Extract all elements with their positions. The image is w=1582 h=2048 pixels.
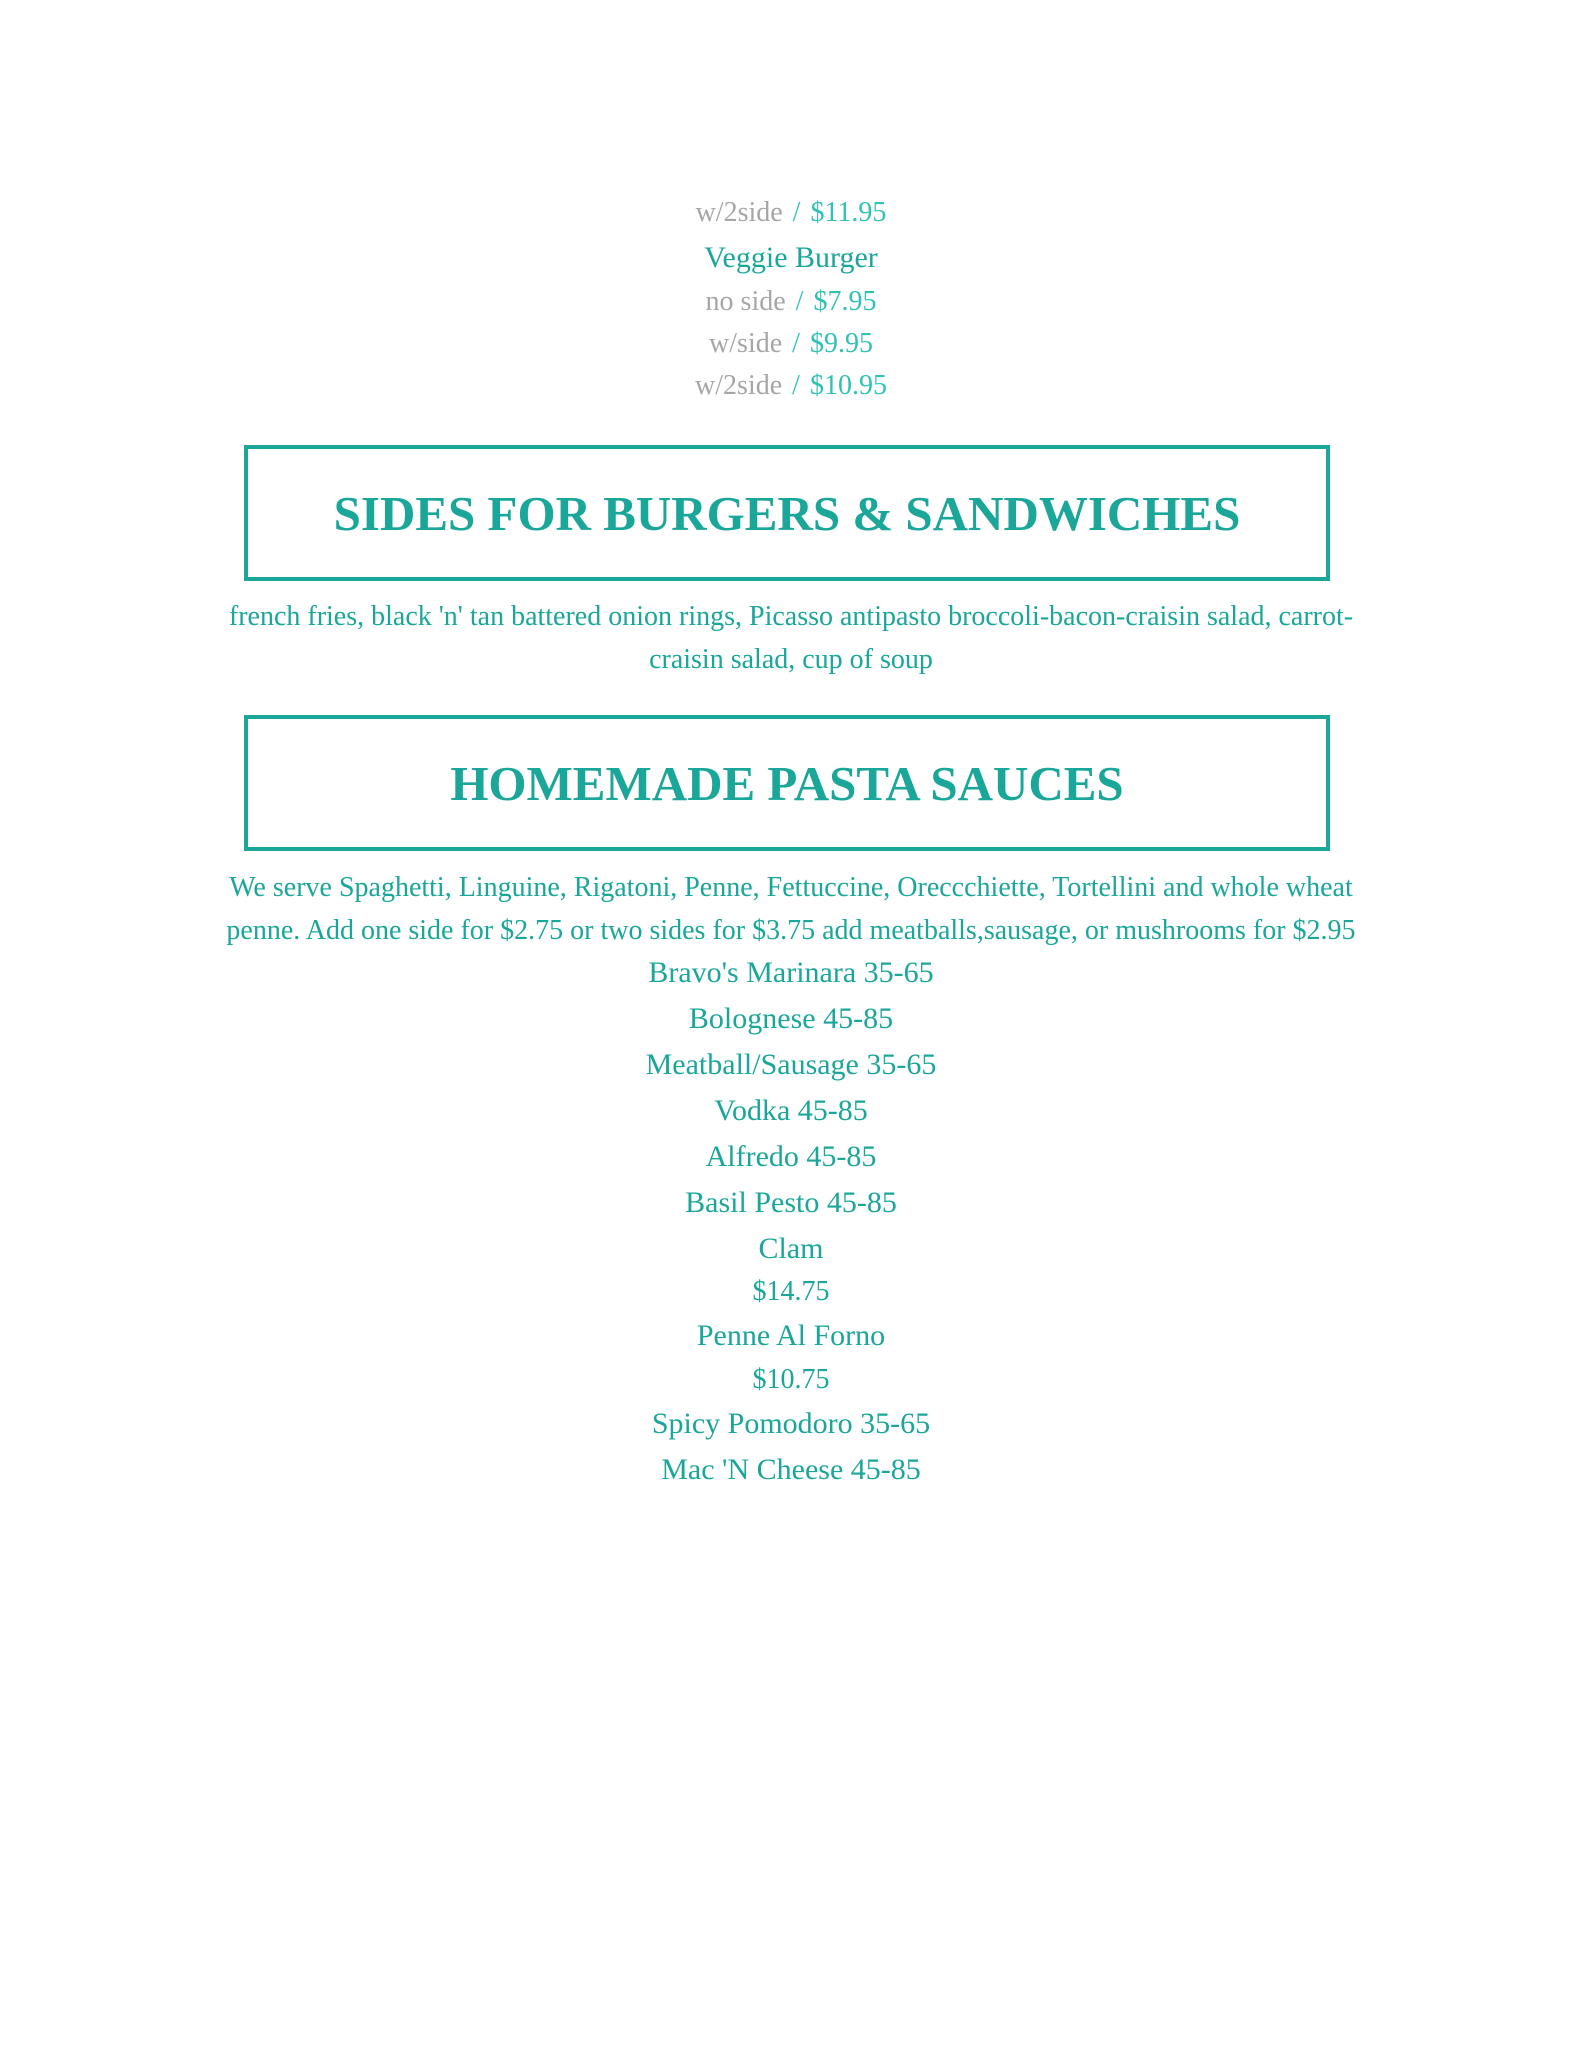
sauce-price: $14.75 — [752, 1276, 830, 1307]
option-price: $10.95 — [809, 370, 887, 401]
option-separator: / — [795, 286, 804, 317]
sauce-price: $10.75 — [752, 1364, 830, 1395]
sides-section-title: SIDES FOR BURGERS & SANDWICHES — [333, 485, 1241, 541]
option-label: w/side — [709, 328, 783, 359]
pasta-description-line: We serve Spaghetti, Linguine, Rigatoni, Penne, Fettuccine, Oreccchiette, Tortellini and whole wheat — [229, 872, 1353, 903]
sides-section-banner — [244, 445, 1330, 581]
option-separator: / — [792, 328, 800, 359]
burger-option-row — [0, 364, 1582, 407]
option-price: $7.95 — [813, 286, 877, 317]
sauce-item: Mac 'N Cheese 45-85 — [661, 1453, 921, 1486]
sides-description-line: french fries, black 'n' tan battered onion rings, Picasso antipasto broccoli-bacon-craisin salad, carrot- — [228, 601, 1354, 632]
option-price: $9.95 — [809, 328, 873, 359]
burger-option-row — [0, 280, 1582, 323]
sides-description — [170, 595, 1412, 681]
sauce-item: Clam — [758, 1232, 824, 1265]
option-separator: / — [792, 370, 800, 401]
pasta-section-title: HOMEMADE PASTA SAUCES — [450, 755, 1124, 811]
option-label: w/2side — [695, 197, 783, 228]
pasta-section-banner — [244, 715, 1330, 851]
sauce-item: Alfredo 45-85 — [705, 1140, 877, 1173]
pasta-description-line: penne. Add one side for $2.75 or two sides for $3.75 add meatballs,sausage, or mushrooms for $2.95 — [226, 915, 1356, 946]
sauce-item: Penne Al Forno — [696, 1319, 886, 1352]
option-label: no side — [705, 286, 786, 317]
sides-description-line: craisin salad, cup of soup — [649, 644, 933, 675]
sauce-item: Basil Pesto 45-85 — [685, 1186, 897, 1219]
veggie-burger-title: Veggie Burger — [704, 241, 878, 274]
burger-option-row — [0, 191, 1582, 234]
pasta-description — [170, 866, 1412, 952]
burger-option-row — [0, 322, 1582, 365]
sauce-item: Bravo's Marinara 35-65 — [648, 956, 934, 989]
option-label: w/2side — [695, 370, 783, 401]
option-price: $11.95 — [810, 197, 887, 228]
sauce-item: Bolognese 45-85 — [688, 1002, 894, 1035]
option-separator: / — [792, 197, 801, 228]
sauce-item: Vodka 45-85 — [714, 1094, 868, 1127]
sauce-item: Meatball/Sausage 35-65 — [645, 1048, 937, 1081]
sauce-item: Spicy Pomodoro 35-65 — [651, 1407, 931, 1440]
